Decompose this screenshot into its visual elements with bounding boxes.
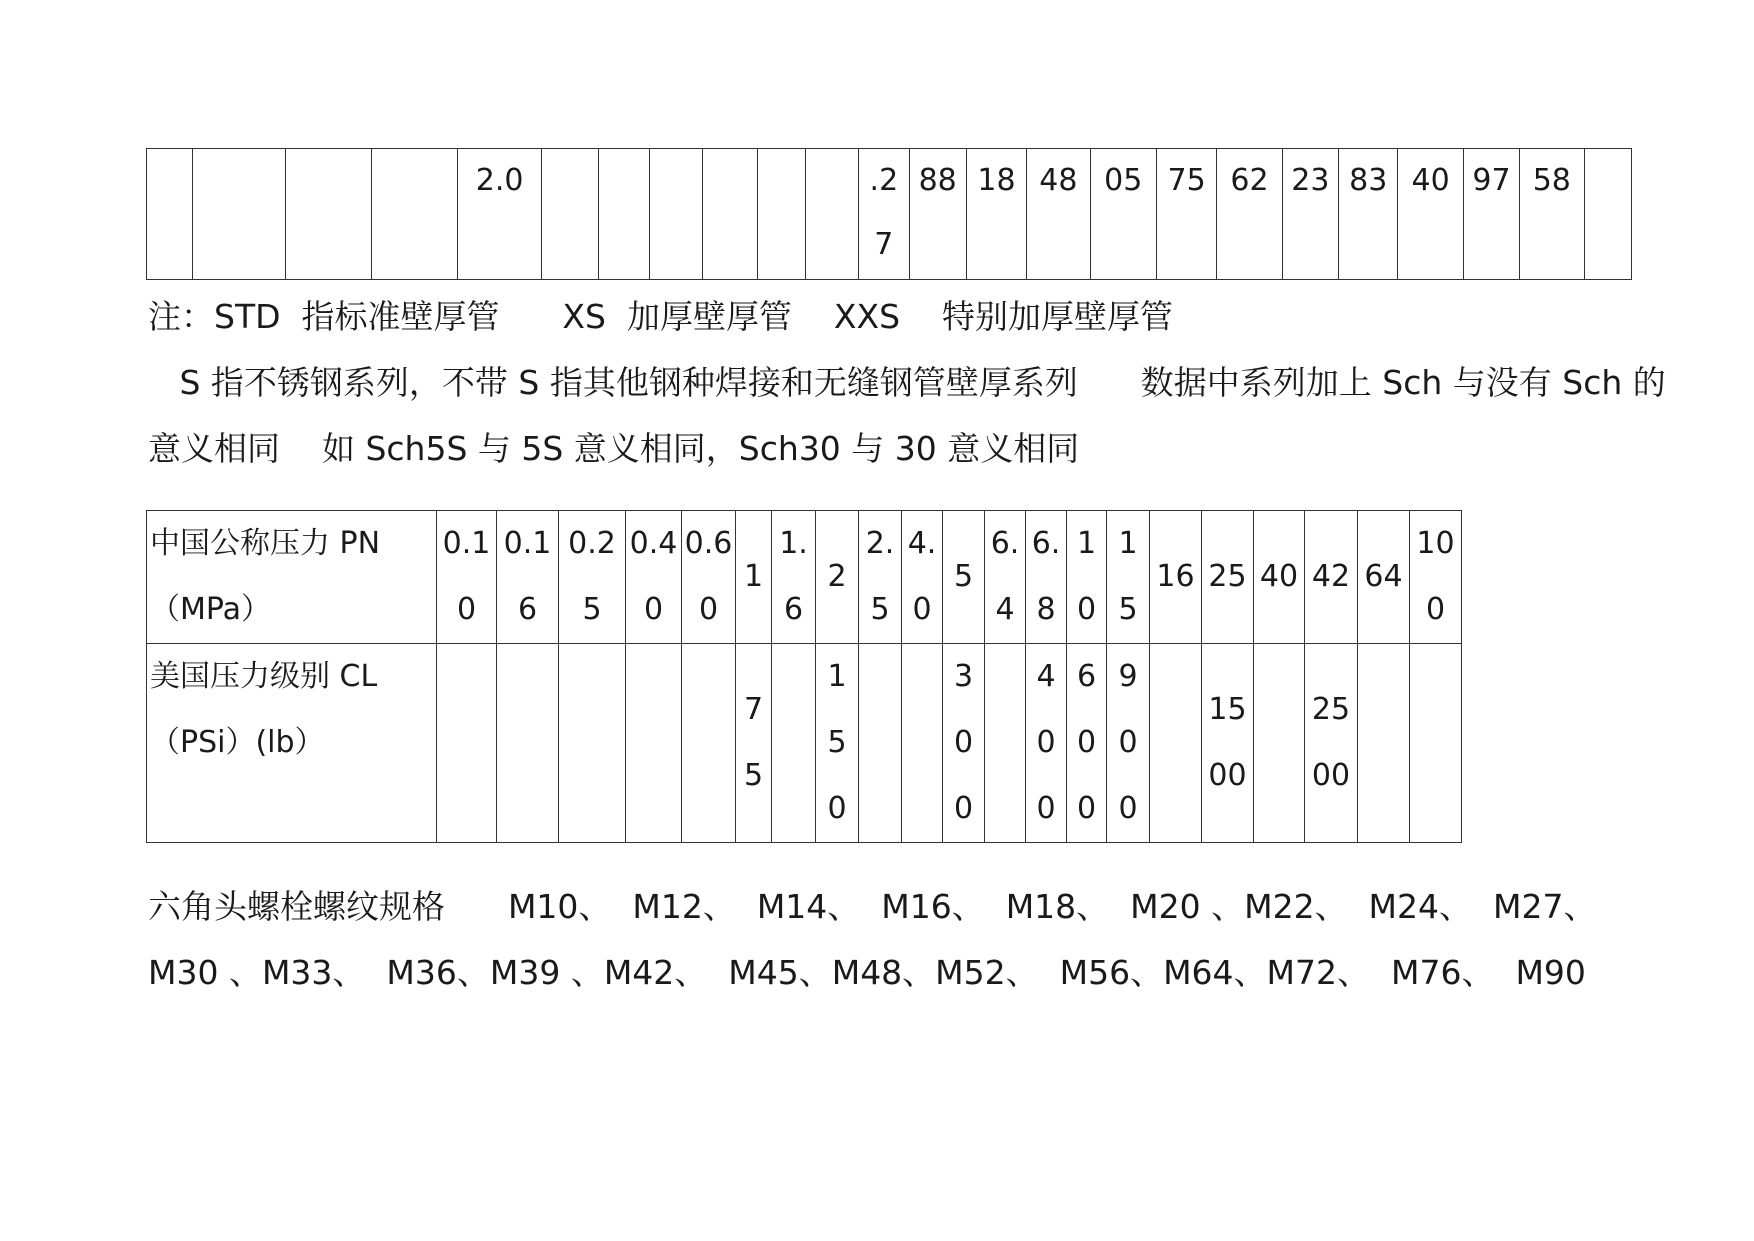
note-line-2: S 指不锈钢系列，不带 S 指其他钢种焊接和无缝钢管壁厚系列 数据中系列加上 Sch 与没有 Sch 的 (148, 363, 1666, 402)
table-row-pn (147, 511, 1462, 644)
cl-value: 7 5 (736, 644, 772, 843)
table-cell: 83 (1339, 149, 1398, 280)
cl-value (559, 644, 626, 843)
table-cell: 88 (909, 149, 966, 280)
pn-value: 0.1 6 (497, 511, 559, 644)
cl-value (1410, 644, 1462, 843)
table-row (147, 149, 1632, 280)
bolt-spec-line-2: M30 、M33、 M36、M39 、M42、 M45、M48、M52、 M56、M64、M72、 M76、 M90 (148, 953, 1586, 992)
cl-value (985, 644, 1026, 843)
cl-value (626, 644, 682, 843)
table-cell: 2.0 (457, 149, 542, 280)
cl-value (902, 644, 943, 843)
pn-value: 6. 8 (1026, 511, 1067, 644)
pn-value: 4. 0 (902, 511, 943, 644)
cl-value: 25 00 (1305, 644, 1358, 843)
pn-value: 1. 6 (772, 511, 816, 644)
table-cell (372, 149, 458, 280)
pn-value: 6. 4 (985, 511, 1026, 644)
pn-value: 0.1 0 (437, 511, 497, 644)
table-cell: 97 (1463, 149, 1519, 280)
table-cell: 58 (1520, 149, 1584, 280)
cl-value (1254, 644, 1305, 843)
pn-value: 0.6 0 (682, 511, 736, 644)
pn-value: 10 0 (1410, 511, 1462, 644)
bolt-spec-line-1: 六角头螺栓螺纹规格 M10、 M12、 M14、 M16、 M18、 M20 、M22、 M24、 M27、 (148, 887, 1597, 926)
pn-value: 1 0 (1067, 511, 1107, 644)
table-cell (542, 149, 598, 280)
cl-value: 9 0 0 (1107, 644, 1150, 843)
table-cell: 62 (1217, 149, 1282, 280)
pn-value: 2. 5 (859, 511, 902, 644)
table-cell (703, 149, 757, 280)
pn-value: 25 (1202, 511, 1254, 644)
pn-value: 42 (1305, 511, 1358, 644)
table-cell (147, 149, 193, 280)
note-line-3: 意义相同 如 Sch5S 与 5S 意义相同，Sch30 与 30 意义相同 (148, 429, 1080, 468)
table-cell: 40 (1398, 149, 1463, 280)
table-cell: 05 (1090, 149, 1156, 280)
cl-value: 4 0 0 (1026, 644, 1067, 843)
cl-value (437, 644, 497, 843)
table-row-cl (147, 644, 1462, 843)
pressure-class-table (146, 510, 1462, 843)
table-cell (757, 149, 805, 280)
pn-value: 1 5 (1107, 511, 1150, 644)
table-cell (649, 149, 702, 280)
table-cell (1584, 149, 1632, 280)
pn-value: 0.2 5 (559, 511, 626, 644)
table-cell (805, 149, 858, 280)
cl-value: 15 00 (1202, 644, 1254, 843)
cl-value (682, 644, 736, 843)
table-cell (193, 149, 286, 280)
pn-header: 中国公称压力 PN （MPa） (147, 511, 437, 644)
cl-value: 6 0 0 (1067, 644, 1107, 843)
cl-value: 1 5 0 (816, 644, 859, 843)
cl-value (772, 644, 816, 843)
cl-value (497, 644, 559, 843)
table-cell: .2 7 (859, 149, 909, 280)
pn-value: 2 (816, 511, 859, 644)
table-cell (598, 149, 649, 280)
pn-value: 0.4 0 (626, 511, 682, 644)
table-cell: 23 (1282, 149, 1338, 280)
cl-header: 美国压力级别 CL （PSi）(lb） (147, 644, 437, 843)
note-line-1: 注：STD 指标准壁厚管 XS 加厚壁厚管 XXS 特别加厚壁厚管 (148, 297, 1174, 336)
table-cell (285, 149, 372, 280)
cl-value (1358, 644, 1410, 843)
pn-value: 64 (1358, 511, 1410, 644)
pn-value: 5 (943, 511, 985, 644)
table-cell: 18 (966, 149, 1026, 280)
pn-value: 1 (736, 511, 772, 644)
table-cell: 75 (1156, 149, 1216, 280)
wall-thickness-table-fragment (146, 148, 1632, 280)
pn-value: 40 (1254, 511, 1305, 644)
cl-value: 3 0 0 (943, 644, 985, 843)
table-cell: 48 (1027, 149, 1090, 280)
cl-value (859, 644, 902, 843)
cl-value (1150, 644, 1202, 843)
pn-value: 16 (1150, 511, 1202, 644)
